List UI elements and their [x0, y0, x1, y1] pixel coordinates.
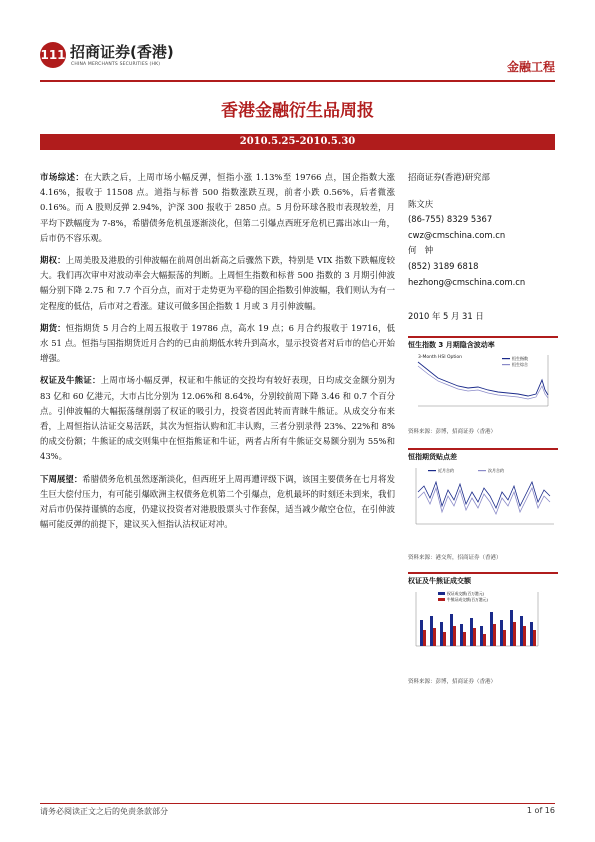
paragraph-text: 恒指期货 5 月合约上周五报收于 19786 点，高水 19 点；6 月合约报收于 19716，低水 51 点。恒指与国指期货近月合约的已由前期低水转升到高水，显示投资者对后市的信心开始增强。 [40, 322, 395, 364]
company-logo-icon: 111 [40, 42, 66, 68]
figure-source: 资料来源：港交所，招商证券（香港） [408, 555, 502, 561]
spread-line-next-month [418, 488, 550, 514]
volatility-chart [408, 350, 558, 422]
analyst-name: 何 钟 [408, 245, 434, 256]
paragraph-lead: 期货： [40, 322, 66, 333]
paragraph-text: 上周市场小幅反弹，权证和牛熊证的交投均有较好表现，日均成交金额分别为 83 亿和 60 亿港元，大市占比分别为 12.06%和 8.64%，分别较前周下降 3.46 和 0.7 个百分点。引伸波幅的大幅振荡继削弱了权证的吸引力，投资者因此转而青睐牛熊证。从成交分布来看，上周恒指认沽证交易活跃，其次为恒指认购和汇丰认购，三者分别录得 23%、22%和 8%的成交份额；牛熊证的成交则集中在恒指熊证和牛证，两者占所有牛熊证交易额分别为 55%和 43%。 [40, 375, 396, 462]
legend-entry: 近月合约 [438, 468, 454, 473]
chart-inner-title: 3-Month HSI Option [418, 355, 463, 360]
page-number: 1 of 16 [526, 806, 555, 815]
paragraph-outlook [40, 472, 395, 533]
figure-title: 恒指期货贴点差 [408, 448, 558, 462]
paragraph-lead: 市场综述： [40, 172, 85, 182]
analyst-phone: (852) 3189 6818 [408, 260, 479, 271]
futures-spread-chart [408, 462, 558, 548]
report-date: 2010 年 5 月 31 日 [408, 311, 484, 322]
analyst-phone: (86-755) 8329 5367 [408, 214, 493, 225]
legend-entry: 恒生指数 [512, 356, 528, 361]
header-divider [40, 80, 555, 82]
figure-source: 资料来源：彭博，招商证券（香港） [408, 679, 497, 685]
paragraph-warrants [40, 373, 395, 464]
date-range-band: 2010.5.25-2010.5.30 [40, 134, 555, 150]
paragraph-text: 希腊债务危机虽然逐渐淡化，但西班牙上周再遭评级下调，该国主要债务在七月将发生巨大偿付压力，有可能引爆欧洲主权债务危机第二个引爆点，危机最坏的时刻还未到来，我们对后市仍保持谨慎的态度，仍建议投资者对港股股票头寸作套保，适当减少敞空仓位，在引伸波幅可能反弹的前提下，建议买入恒指认沽权证对冲。 [40, 473, 396, 530]
analyst-email[interactable]: hezhong@cmschina.com.cn [408, 276, 526, 287]
company-name-cn: 招商证券(香港) [70, 43, 174, 61]
figure-hsi-volatility [408, 336, 558, 435]
report-title: 香港金融衍生品周报 [221, 101, 374, 121]
turnover-bars [420, 610, 536, 646]
figure-warrant-turnover [408, 572, 558, 685]
paragraph-options [40, 253, 395, 314]
footer-divider [40, 803, 555, 804]
paragraph-lead: 权证及牛熊证： [40, 375, 101, 386]
paragraph-text: 在大跌之后，上周市场小幅反弹，恒指小涨 1.13%至 19766 点，国企指数大涨 4.16%，报收于 11508 点。道指与标普 500 指数涨跌互现，前者小跌 0.56%，后者微涨 0.16%。而 A 股则反弹 2.94%，沪深 300 报收于 2850 点。5 月份环球各股市表现较差，月平均下跌幅度为 7-8%，希腊债务危机虽逐渐淡化，但第二引爆点西班牙危机已露出冰山一角，后市仍不容乐观。 [40, 172, 396, 243]
figure-source: 资料来源：彭博，招商证券（香港） [408, 429, 497, 435]
legend-entry: 权证成交额(百万港元) [447, 591, 485, 596]
paragraph-market-overview [40, 170, 395, 246]
figure-title: 权证及牛熊证成交额 [408, 572, 558, 586]
figure-title: 恒生指数 3 月期隐含波动率 [408, 336, 558, 350]
company-name-en: CHINA MERCHANTS SECURITIES (HK) [71, 62, 161, 67]
legend-entry: 恒生综合 [512, 362, 528, 367]
research-dept: 招商证券(香港)研究部 [408, 172, 490, 182]
analyst-name: 陈文庆 [408, 198, 434, 209]
turnover-chart [408, 586, 558, 672]
legend-entry: 次月合约 [488, 468, 504, 473]
main-text [40, 170, 395, 539]
paragraph-lead: 期权： [40, 255, 66, 266]
paragraph-lead: 下周展望： [40, 473, 83, 484]
paragraph-text: 上周美股及港股的引伸波幅在前周创出新高之后骤然下跌，特别是 VIX 指数下跌幅度较大。我们再次审申对波动率会大幅振荡的判断。上周恒生指数和标普 500 指数的 3 月期引伸波幅分别下降 2.75 和 7.7 个百分点，而对于走势更为平稳的国企指数引伸波幅，我们则认为有一定程度的低估，后市对之看涨。建议可做多国企指数 1 月或 3 月引伸波幅。 [40, 255, 396, 311]
page-header [40, 38, 555, 80]
paragraph-futures [40, 321, 395, 367]
legend-entry: 牛熊证成交额(百万港元) [447, 597, 488, 602]
figure-futures-spread [408, 448, 558, 561]
analyst-sidebar [408, 170, 558, 325]
section-label: 金融工程 [506, 60, 555, 74]
analyst-email[interactable]: cwz@cmschina.com.cn [408, 229, 506, 240]
disclaimer-note: 请务必阅读正文之后的免责条款部分 [40, 807, 168, 816]
